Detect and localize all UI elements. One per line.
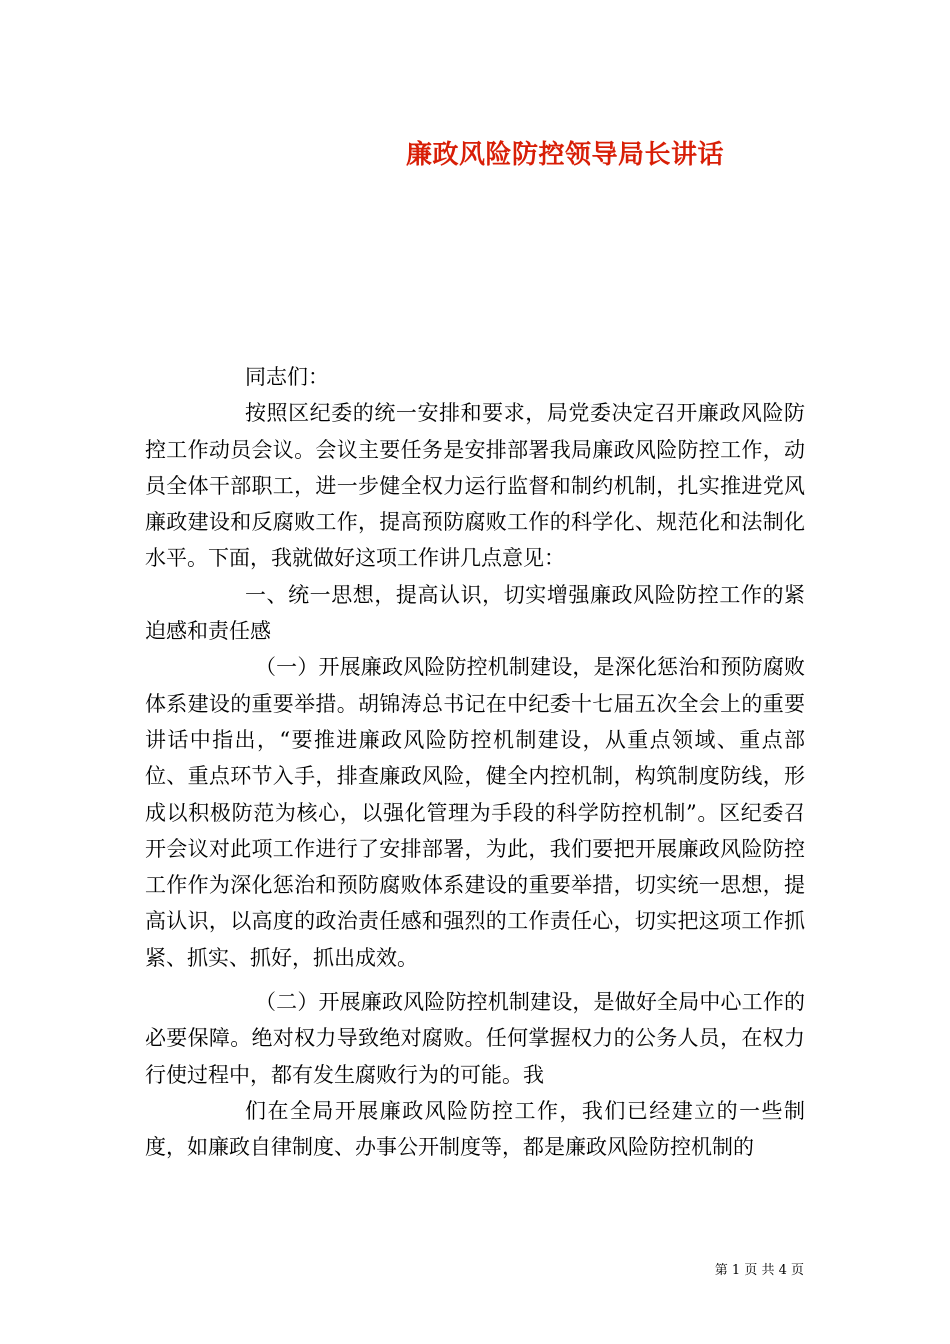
document-title: 廉政风险防控领导局长讲话 — [405, 140, 724, 170]
paragraph-subsection-1: （一）开展廉政风险防控机制建设，是深化惩治和预防腐败体系建设的重要举措。胡锦涛总书记在中纪委十七届五次全会上的重要讲话中指出，“要推进廉政风险防控机制建设，从重点领域、重点部位、重点环节入手，排查廉政风险，健全内控机制，构筑制度防线，形成以积极防范为核心，以强化管理为手段的科学防控机制”。区纪委召开会议对此项工作进行了安排部署，为此，我们要把开展廉政风险防控工作作为深化惩治和预防腐败体系建设的重要举措，切实统一思想，提高认识，以高度的政治责任感和强烈的工作责任心，切实把这项工作抓紧、抓实、抓好，抓出成效。 — [145, 655, 805, 970]
paragraph-intro: 按照区纪委的统一安排和要求，局党委决定召开廉政风险防控工作动员会议。会议主要任务是安排部署我局廉政风险防控工作，动员全体干部职工，进一步健全权力运行监督和制约机制，扎实推进党风廉政建设和反腐败工作，提高预防腐败工作的科学化、规范化和法制化水平。下面，我就做好这项工作讲几点意见： — [145, 401, 805, 571]
section-heading-1: 一、统一思想，提高认识，切实增强廉政风险防控工作的紧迫感和责任感 — [145, 582, 805, 644]
paragraph-continuation: 们在全局开展廉政风险防控工作，我们已经建立的一些制度，如廉政自律制度、办事公开制度等，都是廉政风险防控机制的 — [145, 1098, 805, 1160]
document-body — [145, 359, 805, 1166]
page-indicator: 第 1 页 共 4 页 — [714, 1263, 804, 1278]
paragraph-subsection-2: （二）开展廉政风险防控机制建设，是做好全局中心工作的必要保障。绝对权力导致绝对腐败。任何掌握权力的公务人员，在权力行使过程中，都有发生腐败行为的可能。我 — [145, 990, 805, 1087]
salutation: 同志们： — [245, 365, 329, 389]
